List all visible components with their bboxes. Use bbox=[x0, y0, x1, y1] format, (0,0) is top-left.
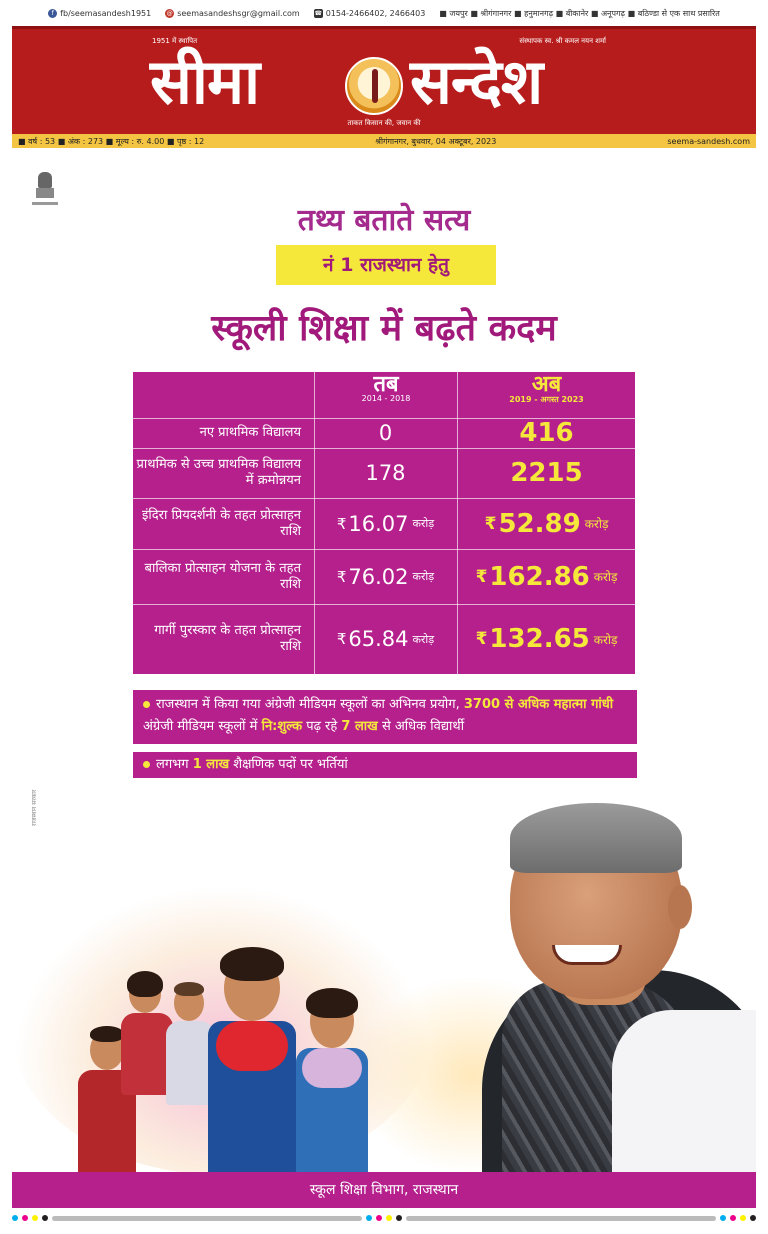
newspaper-tagline: ताकत किसान की, जवान की bbox=[347, 119, 421, 127]
website-link[interactable]: seema-sandesh.com bbox=[667, 136, 750, 146]
row-label: प्राथमिक से उच्च प्राथमिक विद्यालय में क्रमोन्नयन bbox=[136, 457, 301, 488]
student-figure bbox=[202, 945, 302, 1172]
ad-highlight-banner: नं 1 राजस्थान हेतु bbox=[276, 245, 496, 285]
ad-photo bbox=[12, 795, 756, 1172]
phone-contact bbox=[314, 9, 426, 18]
established-note: 1951 में स्थापित bbox=[152, 37, 198, 45]
issue-info-bar bbox=[12, 134, 756, 148]
rupee-icon: ₹ bbox=[336, 567, 347, 586]
recruitment-bullet: लगभग 1 लाख शैक्षणिक पदों पर भर्तियां bbox=[133, 752, 637, 778]
now-value: ₹ 162.86 करोड़ bbox=[475, 561, 618, 592]
row-label: गार्गी पुरस्कार के तहत प्रोत्साहन राशि bbox=[154, 623, 301, 654]
contact-strip bbox=[0, 0, 768, 26]
rupee-icon: ₹ bbox=[336, 514, 347, 533]
then-value: 178 bbox=[365, 461, 406, 485]
ad-heading: तथ्य बताते सत्य bbox=[297, 203, 471, 238]
then-period: 2014 - 2018 bbox=[361, 394, 411, 403]
then-value: ₹ 65.84 करोड़ bbox=[336, 627, 435, 651]
ad-title: स्कूली शिक्षा में बढ़ते कदम bbox=[211, 307, 557, 349]
facebook-contact bbox=[48, 9, 151, 18]
issue-price: ■ मूल्य : रु. 4.00 bbox=[106, 137, 165, 146]
newspaper-name-right: सन्देश bbox=[410, 45, 543, 118]
facebook-icon: f bbox=[48, 9, 57, 18]
department-footer: स्कूल शिक्षा विभाग, राजस्थान bbox=[12, 1172, 756, 1208]
email-contact bbox=[165, 9, 299, 18]
now-value: ₹ 52.89 करोड़ bbox=[484, 508, 609, 539]
rupee-icon: ₹ bbox=[336, 630, 347, 648]
email-address: seemasandeshsgr@gmail.com bbox=[177, 8, 300, 18]
phone-icon: ☎ bbox=[314, 9, 322, 17]
then-value: ₹ 76.02 करोड़ bbox=[336, 564, 435, 589]
issue-number: ■ अंक : 273 bbox=[58, 137, 103, 146]
email-icon: @ bbox=[166, 9, 173, 17]
bullet-icon bbox=[143, 761, 150, 768]
rupee-icon: ₹ bbox=[475, 629, 488, 649]
now-value: 416 bbox=[519, 418, 574, 448]
side-note: राजस्थान सरकार bbox=[31, 789, 38, 826]
bullet-icon bbox=[143, 701, 150, 708]
editions-list: ■ जयपुर ■ श्रीगंगानगर ■ हनुमानगढ़ ■ बीकानेर ■ अनूपगढ़ ■ बठिण्डा से एक साथ प्रसारित bbox=[439, 8, 720, 18]
now-value: ₹ 132.65 करोड़ bbox=[475, 624, 618, 654]
issue-year: ■ वर्ष : 53 bbox=[18, 137, 55, 146]
leader-shirt bbox=[612, 1010, 756, 1172]
newspaper-masthead bbox=[12, 26, 756, 134]
now-column-header: अब bbox=[531, 372, 562, 397]
issue-pages: ■ पृष्ठ : 12 bbox=[167, 137, 204, 146]
then-column-header: तब bbox=[373, 372, 399, 397]
comparison-table bbox=[133, 372, 635, 674]
newspaper-name-left: सीमा bbox=[150, 45, 260, 118]
phone-number: 0154-2466402, 2466403 bbox=[325, 8, 426, 18]
row-label: नए प्राथमिक विद्यालय bbox=[199, 425, 301, 440]
student-figure bbox=[292, 990, 372, 1172]
print-registration-bar bbox=[12, 1214, 756, 1222]
rupee-icon: ₹ bbox=[484, 513, 497, 534]
english-medium-bullet: राजस्थान में किया गया अंग्रेजी मीडियम स्कूलों का अभिनव प्रयोग, 3700 से अधिक महात्मा गांधी अंग्रेजी मीडियम स्कूलों में नि:शुल्क पढ़ रहे 7 लाख से अधिक विद्यार्थी bbox=[133, 690, 637, 744]
then-value: ₹ 16.07 करोड़ bbox=[336, 511, 435, 536]
row-label: बालिका प्रोत्साहन योजना के तहत राशि bbox=[144, 560, 301, 592]
then-value: 0 bbox=[378, 421, 393, 445]
newspaper-logo-icon bbox=[345, 57, 403, 115]
now-period: 2019 - अगस्त 2023 bbox=[509, 395, 584, 404]
facebook-handle: fb/seemasandesh1951 bbox=[60, 8, 152, 18]
now-value: 2215 bbox=[510, 458, 583, 488]
rupee-icon: ₹ bbox=[475, 566, 488, 587]
row-label: इंदिरा प्रियदर्शनी के तहत प्रोत्साहन राशि bbox=[142, 507, 301, 539]
dateline: श्रीगंगानगर, बुधवार, 04 अक्टूबर, 2023 bbox=[375, 136, 497, 146]
issue-stats bbox=[18, 136, 204, 147]
founder-note: संस्थापक स्व. श्री कमल नयन शर्मा bbox=[519, 37, 606, 45]
